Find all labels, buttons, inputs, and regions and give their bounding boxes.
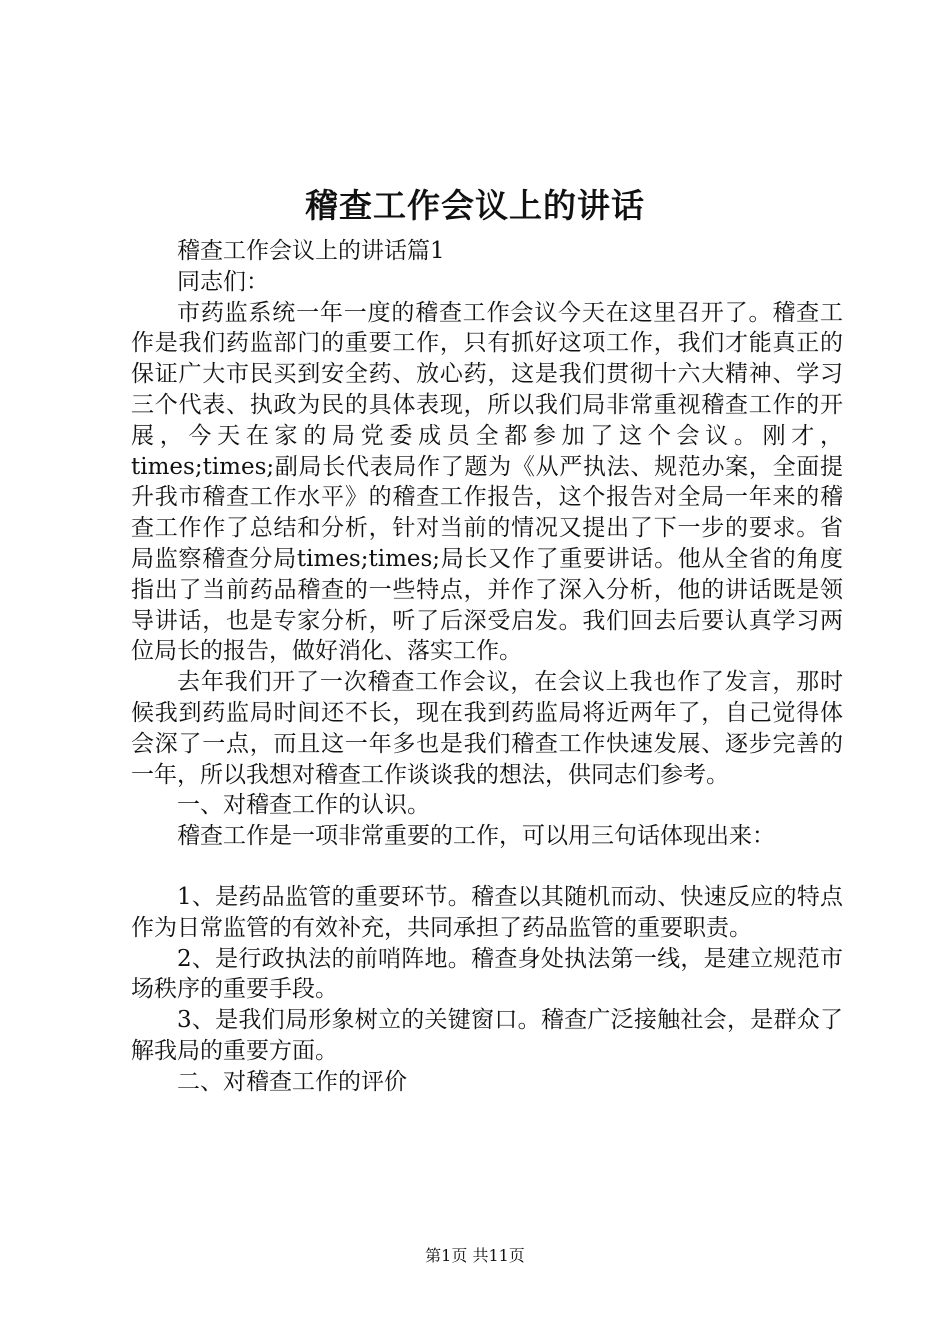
list-item: 3、是我们局形象树立的关键窗口。稽查广泛接触社会，是群众了解我局的重要方面。 [131,1007,843,1064]
body-paragraph: 市药监系统一年一度的稽查工作会议今天在这里召开了。稽查工作是我们药监部门的重要工作，只有抓好这项工作，我们才能真正的保证广大市民买到安全药、放心药，这是我们贯彻十六大精神、学习三个代表、执政为民的具体表现，所以我们局非常重视稽查工作的开展，今天在家的局党委成员全都参加了这个会议。刚才，times;times;副局长代表局作了题为《从严执法、规范办案，全面提升我市稽查工作水平》的稽查工作报告，这个报告对全局一年来的稽查工作作了总结和分析，针对当前的情况又提出了下一步的要求。省局监察稽查分局times;times;局长又作了重要讲话。他从全省的角度指出了当前药品稽查的一些特点，并作了深入分析，他的讲话既是领导讲话，也是专家分析，听了后深受启发。我们回去后要认真学习两位局长的报告，做好消化、落实工作。 [131,299,843,665]
paragraph-gap [131,852,843,882]
page-footer: 第1页 共11页 [425,1246,525,1265]
salutation: 同志们： [177,268,269,295]
document-title: 稽查工作会议上的讲话 [305,186,645,225]
body-paragraph: 去年我们开了一次稽查工作会议，在会议上我也作了发言，那时候我到药监局时间还不长，现在我到药监局将近两年了，自己觉得体会深了一点，而且这一年多也是我们稽查工作快速发展、逐步完善的一年，所以我想对稽查工作谈谈我的想法，供同志们参考。 [131,669,843,788]
list-heading: 一、对稽查工作的认识。 [177,792,430,819]
document-body [131,236,843,1098]
list-item: 1、是药品监管的重要环节。稽查以其随机而动、快速反应的特点作为日常监管的有效补充，共同承担了药品监管的重要职责。 [131,883,843,941]
body-paragraph: 稽查工作是一项非常重要的工作，可以用三句话体现出来： [177,823,775,850]
section-heading: 稽查工作会议上的讲话篇1 [177,238,445,264]
list-heading: 二、对稽查工作的评价 [177,1068,407,1095]
list-item: 2、是行政执法的前哨阵地。稽查身处执法第一线，是建立规范市场秩序的重要手段。 [131,945,843,1003]
